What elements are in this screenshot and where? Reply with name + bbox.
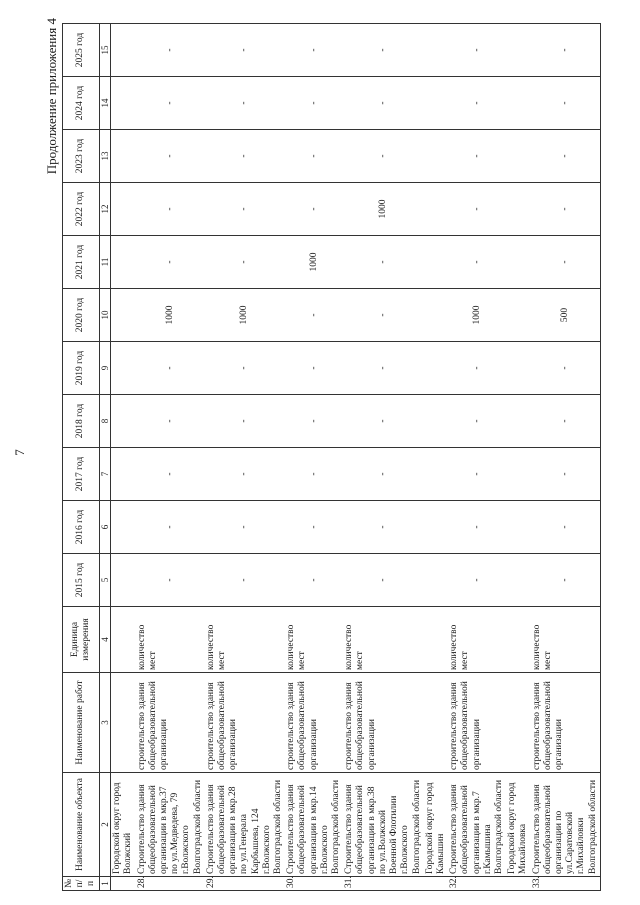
table-row: [506, 24, 530, 891]
year-value: [424, 236, 448, 289]
table-header-row: [63, 24, 100, 891]
year-value: [506, 130, 530, 183]
year-value: -: [531, 236, 601, 289]
page-number: 7: [12, 449, 27, 456]
work-name: [111, 673, 136, 773]
year-value: -: [205, 236, 285, 289]
year-value: [111, 554, 136, 607]
year-value: -: [136, 448, 205, 501]
year-value: 1000: [285, 236, 343, 289]
year-value: [424, 342, 448, 395]
work-name: строительство здания общеобразовательной организации: [343, 673, 423, 773]
year-value: [424, 395, 448, 448]
work-name: [424, 673, 448, 773]
row-number: [111, 877, 136, 891]
year-value: 1000: [136, 289, 205, 342]
object-name: Строительство здания общеобразовательной организации в мкр.38 по ул.Волжской Военной Флотилии г.Волжского Волгоградской области: [343, 773, 423, 877]
year-value: [424, 289, 448, 342]
year-value: [111, 501, 136, 554]
work-name: [506, 673, 530, 773]
year-value: -: [531, 501, 601, 554]
column-header: 2015 год: [63, 554, 100, 607]
year-value: [506, 289, 530, 342]
year-value: 500: [531, 289, 601, 342]
row-number: 32.: [448, 877, 506, 891]
column-header: 2022 год: [63, 183, 100, 236]
year-value: 1000: [343, 183, 423, 236]
year-value: [111, 183, 136, 236]
work-name: строительство здания общеобразовательной организации: [448, 673, 506, 773]
year-value: [424, 554, 448, 607]
year-value: [424, 501, 448, 554]
row-number: 28.: [136, 877, 205, 891]
investment-table: [62, 23, 601, 891]
year-value: [424, 24, 448, 77]
year-value: [506, 183, 530, 236]
year-value: -: [285, 289, 343, 342]
column-header: 2017 год: [63, 448, 100, 501]
year-value: -: [285, 130, 343, 183]
year-value: -: [285, 448, 343, 501]
year-value: 1000: [205, 289, 285, 342]
column-header: 2018 год: [63, 395, 100, 448]
year-value: [111, 289, 136, 342]
column-number: 7: [99, 448, 111, 501]
year-value: -: [531, 24, 601, 77]
year-value: -: [343, 24, 423, 77]
object-name: Строительство здания общеобразовательной организации в мкр.7 г.Камышина Волгоградской области: [448, 773, 506, 877]
column-header: Наименование работ: [63, 673, 100, 773]
year-value: [506, 342, 530, 395]
unit-cell: количество мест: [136, 607, 205, 673]
column-number: 13: [99, 130, 111, 183]
column-header: 2019 год: [63, 342, 100, 395]
year-value: -: [448, 501, 506, 554]
object-name: Строительство здания общеобразовательной организации в мкр.37 по ул.Медведева, 79 г.Волжского Волгоградской области: [136, 773, 205, 877]
year-value: 1000: [448, 289, 506, 342]
year-value: -: [448, 77, 506, 130]
object-name: Городской округ город Камышин: [424, 773, 448, 877]
year-value: [424, 183, 448, 236]
unit-cell: [111, 607, 136, 673]
column-number: 15: [99, 24, 111, 77]
year-value: -: [343, 342, 423, 395]
year-value: [506, 236, 530, 289]
year-value: -: [448, 448, 506, 501]
year-value: [111, 236, 136, 289]
unit-cell: количество мест: [205, 607, 285, 673]
column-number: 12: [99, 183, 111, 236]
row-number: [424, 877, 448, 891]
column-number: 3: [99, 673, 111, 773]
row-number: 33.: [531, 877, 601, 891]
year-value: -: [531, 130, 601, 183]
year-value: -: [448, 130, 506, 183]
column-number: 2: [99, 773, 111, 877]
column-number: 6: [99, 501, 111, 554]
column-number: 8: [99, 395, 111, 448]
year-value: -: [205, 183, 285, 236]
year-value: -: [448, 554, 506, 607]
row-number: [506, 877, 530, 891]
year-value: -: [285, 342, 343, 395]
unit-cell: [506, 607, 530, 673]
year-value: -: [205, 130, 285, 183]
year-value: -: [136, 554, 205, 607]
column-header: Единица измерения: [63, 607, 100, 673]
year-value: [111, 342, 136, 395]
year-value: [424, 77, 448, 130]
unit-cell: количество мест: [343, 607, 423, 673]
year-value: -: [343, 77, 423, 130]
column-number: 1: [99, 877, 111, 891]
year-value: -: [343, 236, 423, 289]
year-value: -: [343, 501, 423, 554]
year-value: -: [285, 501, 343, 554]
year-value: -: [531, 554, 601, 607]
object-name: Строительство здания общеобразовательной организации в мкр.28 по ул.Генерала Карбышева, 124 г.Волжского Волгоградской области: [205, 773, 285, 877]
year-value: -: [205, 24, 285, 77]
column-number: 5: [99, 554, 111, 607]
year-value: -: [136, 395, 205, 448]
row-number: 29.: [205, 877, 285, 891]
table-row: [111, 24, 136, 891]
unit-cell: количество мест: [531, 607, 601, 673]
work-name: строительство здания общеобразовательной организации: [531, 673, 601, 773]
table-body: [111, 24, 601, 891]
year-value: -: [136, 130, 205, 183]
row-number: 31.: [343, 877, 423, 891]
year-value: -: [531, 395, 601, 448]
year-value: [506, 448, 530, 501]
year-value: -: [205, 395, 285, 448]
table-row: [424, 24, 448, 891]
year-value: [506, 554, 530, 607]
column-header: Наименование объекта: [63, 773, 100, 877]
year-value: -: [136, 77, 205, 130]
table-row: [448, 24, 506, 891]
year-value: -: [205, 501, 285, 554]
column-header: 2024 год: [63, 77, 100, 130]
work-name: строительство здания общеобразовательной организации: [205, 673, 285, 773]
year-value: [111, 130, 136, 183]
year-value: [424, 130, 448, 183]
year-value: -: [343, 448, 423, 501]
continuation-title: Продолжение приложения 4: [44, 18, 59, 175]
unit-cell: количество мест: [285, 607, 343, 673]
year-value: -: [136, 501, 205, 554]
year-value: -: [531, 77, 601, 130]
year-value: [506, 501, 530, 554]
column-number: 14: [99, 77, 111, 130]
column-header: 2025 год: [63, 24, 100, 77]
year-value: -: [285, 183, 343, 236]
year-value: -: [448, 183, 506, 236]
year-value: [424, 448, 448, 501]
year-value: -: [205, 554, 285, 607]
year-value: -: [531, 342, 601, 395]
column-header: 2016 год: [63, 501, 100, 554]
column-number-row: [99, 24, 111, 891]
unit-cell: количество мест: [448, 607, 506, 673]
year-value: -: [136, 342, 205, 395]
column-number: 10: [99, 289, 111, 342]
year-value: -: [343, 289, 423, 342]
work-name: строительство здания общеобразовательной организации: [285, 673, 343, 773]
year-value: -: [531, 183, 601, 236]
column-number: 9: [99, 342, 111, 395]
year-value: -: [448, 24, 506, 77]
year-value: -: [136, 24, 205, 77]
year-value: [506, 24, 530, 77]
column-header: 2023 год: [63, 130, 100, 183]
year-value: -: [343, 554, 423, 607]
table-row: [531, 24, 601, 891]
year-value: -: [343, 130, 423, 183]
year-value: -: [205, 77, 285, 130]
table-row: [343, 24, 423, 891]
year-value: -: [448, 236, 506, 289]
column-header: 2020 год: [63, 289, 100, 342]
year-value: -: [448, 395, 506, 448]
year-value: [111, 448, 136, 501]
column-number: 11: [99, 236, 111, 289]
year-value: -: [531, 448, 601, 501]
object-name: Городской округ город Михайловка: [506, 773, 530, 877]
year-value: -: [205, 448, 285, 501]
year-value: -: [448, 342, 506, 395]
table-row: [136, 24, 205, 891]
year-value: -: [136, 236, 205, 289]
object-name: Строительство здания общеобразовательной организации по ул.Саратовской г.Михайловки Волгоградской области: [531, 773, 601, 877]
year-value: -: [285, 554, 343, 607]
column-number: 4: [99, 607, 111, 673]
work-name: строительство здания общеобразовательной организации: [136, 673, 205, 773]
year-value: [111, 24, 136, 77]
object-name: Городской округ город Волжский: [111, 773, 136, 877]
row-number: 30.: [285, 877, 343, 891]
year-value: [506, 395, 530, 448]
year-value: -: [343, 395, 423, 448]
object-name: Строительство здания общеобразовательной организации в мкр.14 г.Волжского Волгоградской области: [285, 773, 343, 877]
column-header: 2021 год: [63, 236, 100, 289]
year-value: -: [285, 77, 343, 130]
column-header: № п/п: [63, 877, 100, 891]
table-row: [285, 24, 343, 891]
year-value: -: [285, 395, 343, 448]
year-value: [111, 395, 136, 448]
unit-cell: [424, 607, 448, 673]
year-value: -: [205, 342, 285, 395]
year-value: -: [136, 183, 205, 236]
year-value: [506, 77, 530, 130]
table-row: [205, 24, 285, 891]
year-value: [111, 77, 136, 130]
year-value: -: [285, 24, 343, 77]
